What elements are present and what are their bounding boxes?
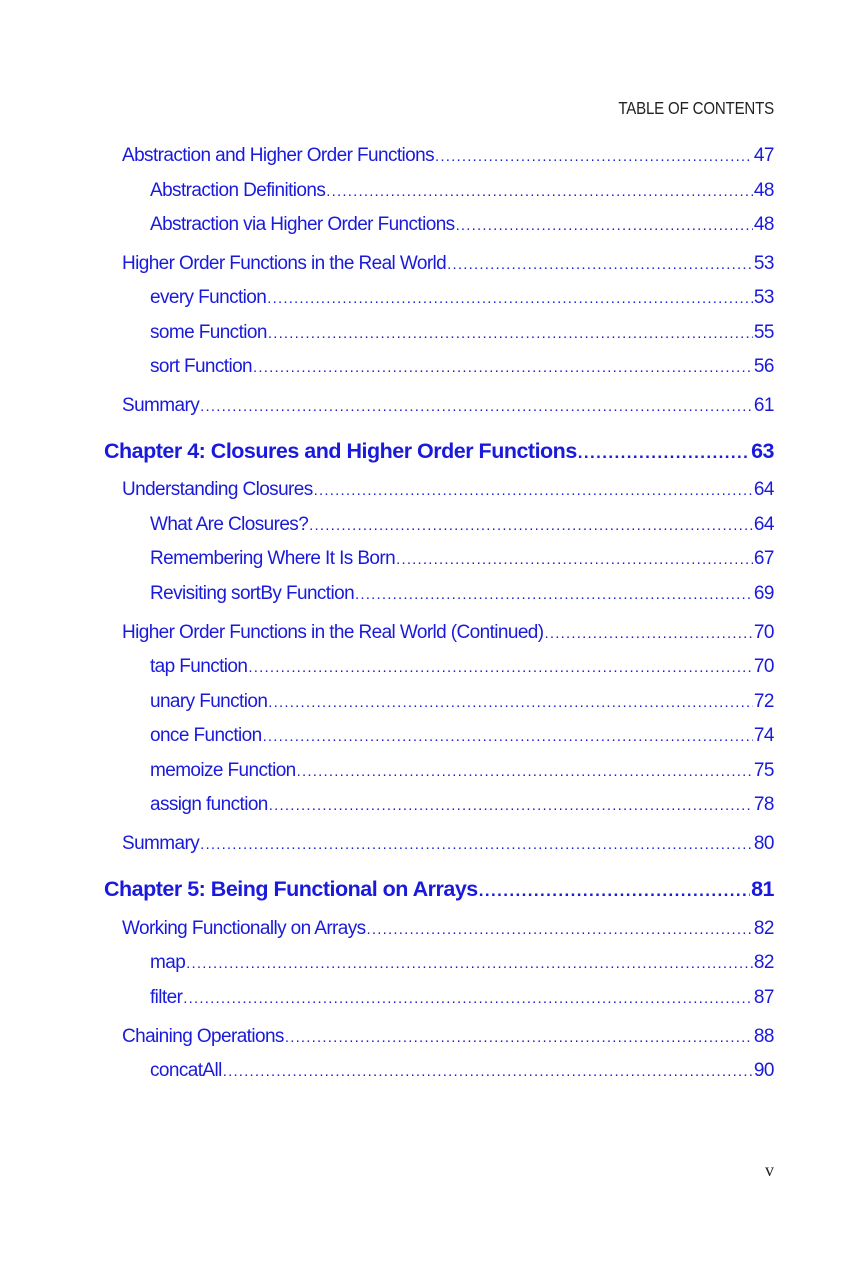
toc-entry-title: assign function: [150, 794, 268, 815]
toc-page-number: 64: [753, 514, 774, 535]
toc-chapter-title: Chapter 5: Being Functional on Arrays: [104, 877, 478, 901]
toc-entry-remembering-where-born[interactable]: [150, 548, 774, 570]
toc-entry-summary-ch3[interactable]: [122, 395, 774, 417]
toc-entry-once-function[interactable]: [150, 725, 774, 747]
toc-chapter-title: Chapter 4: Closures and Higher Order Functions: [104, 439, 577, 463]
toc-entry-title: Revisiting sortBy Function: [150, 583, 355, 604]
toc-entry-unary-function[interactable]: [150, 691, 774, 713]
toc-page-number: 48: [753, 180, 774, 201]
toc-entry-title: once Function: [150, 725, 262, 746]
dot-leader: [435, 148, 753, 165]
dot-leader: [367, 921, 753, 938]
toc-entry-memoize-function[interactable]: [150, 760, 774, 782]
toc-entry-understanding-closures[interactable]: [122, 479, 774, 501]
toc-entry-abstraction-definitions[interactable]: [150, 180, 774, 202]
toc-page-number: 47: [753, 145, 774, 166]
dot-leader: [447, 256, 753, 273]
dot-leader: [183, 990, 753, 1007]
toc-page-number: 75: [753, 760, 774, 781]
toc-entry-title: every Function: [150, 287, 267, 308]
toc-entry-title: unary Function: [150, 691, 268, 712]
dot-leader: [223, 1063, 753, 1080]
dot-leader: [248, 659, 752, 676]
toc-page-number: 64: [753, 479, 774, 500]
toc-entry-title: filter: [150, 987, 183, 1008]
running-head: TABLE OF CONTENTS: [618, 98, 774, 118]
toc-entry-title: What Are Closures?: [150, 514, 309, 535]
toc-entry-abstraction-higher-order[interactable]: [122, 145, 774, 167]
toc-page-number: 69: [753, 583, 774, 604]
dot-leader: [268, 325, 753, 342]
toc-page-number: 74: [753, 725, 774, 746]
dot-leader: [309, 517, 753, 534]
toc-page-number: 53: [753, 253, 774, 274]
toc-entry-title: Summary: [122, 833, 200, 854]
toc-page-number: 61: [753, 395, 774, 416]
toc-page-number: 87: [753, 987, 774, 1008]
toc-page-number: 48: [753, 214, 774, 235]
toc-entry-title: Remembering Where It Is Born: [150, 548, 396, 569]
toc-page-number: 81: [751, 877, 774, 901]
toc-entry-title: Abstraction and Higher Order Functions: [122, 145, 434, 166]
toc-page-number: 78: [753, 794, 774, 815]
toc-page-number: 70: [753, 622, 774, 643]
dot-leader: [479, 881, 750, 901]
dot-leader: [186, 955, 753, 972]
dot-leader: [355, 586, 753, 603]
toc-entry-map[interactable]: [150, 952, 774, 974]
toc-page-number: 53: [753, 287, 774, 308]
dot-leader: [456, 217, 753, 234]
toc-page-number: 55: [753, 322, 774, 343]
toc-page-number: 82: [753, 952, 774, 973]
toc-entry-title: Understanding Closures: [122, 479, 313, 500]
toc-entry-summary-ch4[interactable]: [122, 833, 774, 855]
toc-entry-title: sort Function: [150, 356, 253, 377]
dot-leader: [285, 1029, 753, 1046]
toc-entry-title: Higher Order Functions in the Real World (Continued): [122, 622, 544, 643]
toc-entry-revisiting-sortby[interactable]: [150, 583, 774, 605]
toc-entry-title: memoize Function: [150, 760, 296, 781]
dot-leader: [545, 625, 753, 642]
toc-entry-title: some Function: [150, 322, 267, 343]
toc-entry-title: concatAll: [150, 1060, 222, 1081]
toc-entry-every-function[interactable]: [150, 287, 774, 309]
toc-page-number: 82: [753, 918, 774, 939]
toc-page-number: 90: [753, 1060, 774, 1081]
toc-entry-title: Abstraction via Higher Order Functions: [150, 214, 455, 235]
toc-entry-tap-function[interactable]: [150, 656, 774, 678]
toc-entry-hof-real-world[interactable]: [122, 253, 774, 275]
toc-entry-filter[interactable]: [150, 987, 774, 1009]
toc-entry-title: Summary: [122, 395, 200, 416]
page-folio: v: [765, 1160, 774, 1180]
toc-page-number: 80: [753, 833, 774, 854]
toc-page-number: 63: [751, 439, 774, 463]
toc-entry-title: map: [150, 952, 186, 973]
toc-entry-title: Chaining Operations: [122, 1026, 284, 1047]
toc-chapter-5[interactable]: [104, 877, 774, 902]
toc-entry-title: tap Function: [150, 656, 248, 677]
dot-leader: [326, 183, 753, 200]
toc-page-number: 70: [753, 656, 774, 677]
dot-leader: [578, 443, 750, 463]
toc-entry-assign-function[interactable]: [150, 794, 774, 816]
toc-entry-some-function[interactable]: [150, 322, 774, 344]
dot-leader: [200, 398, 753, 415]
toc-entry-abstraction-via-hof[interactable]: [150, 214, 774, 236]
dot-leader: [200, 836, 753, 853]
dot-leader: [314, 482, 753, 499]
dot-leader: [396, 551, 753, 568]
dot-leader: [263, 728, 753, 745]
toc-entry-title: Working Functionally on Arrays: [122, 918, 366, 939]
toc-entry-what-are-closures[interactable]: [150, 514, 774, 536]
dot-leader: [268, 694, 753, 711]
toc-entry-title: Abstraction Definitions: [150, 180, 326, 201]
toc-page-number: 67: [753, 548, 774, 569]
toc-entry-chaining-operations[interactable]: [122, 1026, 774, 1048]
dot-leader: [253, 359, 753, 376]
dot-leader: [269, 797, 753, 814]
toc-entry-sort-function[interactable]: [150, 356, 774, 378]
toc-page-number: 88: [753, 1026, 774, 1047]
toc-entry-concatall[interactable]: [150, 1060, 774, 1082]
dot-leader: [297, 763, 753, 780]
toc-chapter-4[interactable]: [104, 439, 774, 464]
toc-page-number: 72: [753, 691, 774, 712]
toc-entry-title: Higher Order Functions in the Real World: [122, 253, 447, 274]
toc-entry-hof-real-world-continued[interactable]: [122, 622, 774, 644]
toc-page-number: 56: [753, 356, 774, 377]
toc-entry-working-functionally[interactable]: [122, 918, 774, 940]
dot-leader: [267, 290, 753, 307]
